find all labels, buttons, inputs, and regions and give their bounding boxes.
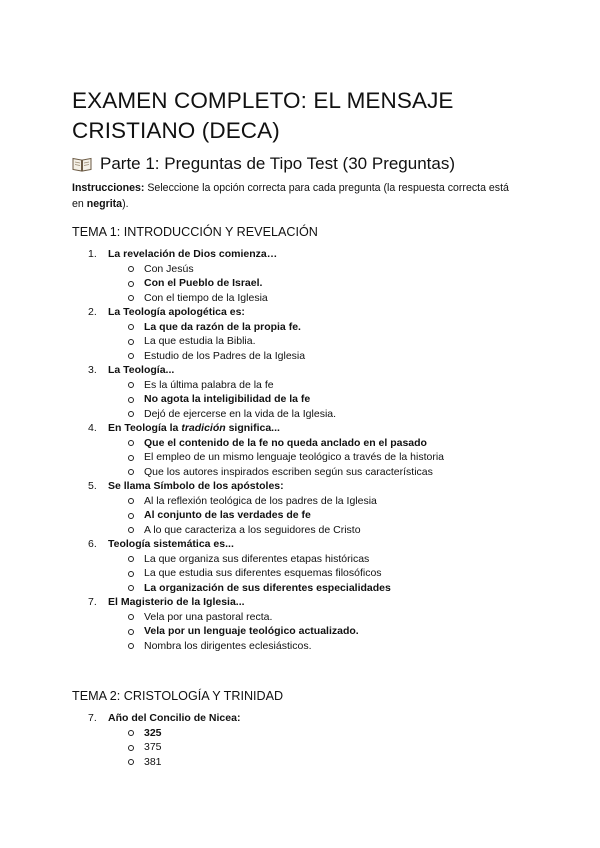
bullet-circle-icon [128,339,134,345]
open-book-icon [72,156,92,172]
bullet-circle-icon [128,643,134,649]
question-text: La Teología... [108,364,175,376]
option: Que los autores inspirados escriben según sus características [72,465,542,480]
question-number: 4. [88,422,97,434]
tema-1-questions [72,247,542,653]
bullet-circle-icon [128,614,134,620]
bullet-circle-icon [128,745,134,751]
question-3 [72,363,542,421]
option-correct: No agota la inteligibilidad de la fe [72,392,542,407]
bullet-circle-icon [128,759,134,765]
option: Con el tiempo de la Iglesia [72,291,542,306]
bullet-circle-icon [128,498,134,504]
instructions-label: Instrucciones: [72,182,145,194]
option: Con Jesús [72,262,542,277]
option-correct: Al conjunto de las verdades de fe [72,508,542,523]
instructions-bold-word: negrita [86,197,123,210]
option-correct: 325 [72,726,542,741]
bullet-circle-icon [128,571,134,577]
question-text-end: significa... [225,422,280,434]
question-7 [72,595,542,653]
question-text: Teología sistemática es... [108,538,234,550]
bullet-circle-icon [128,455,134,461]
option: Estudio de los Padres de la Iglesia [72,349,542,364]
tema-2-heading: TEMA 2: CRISTOLOGÍA Y TRINIDAD [72,689,284,703]
tema-2-questions [72,711,542,769]
option: 381 [72,755,542,770]
question-number: 6. [88,538,97,550]
option: Nombra los dirigentes eclesiásticos. [72,639,542,654]
option-correct: Que el contenido de la fe no queda anclado en el pasado [72,436,542,451]
question-number: 1. [88,248,97,260]
question-text: El Magisterio de la Iglesia... [108,596,245,608]
option: Es la última palabra de la fe [72,378,542,393]
tema-1-heading: TEMA 1: INTRODUCCIÓN Y REVELACIÓN [72,225,318,239]
bullet-circle-icon [128,440,134,446]
bullet-circle-icon [128,382,134,388]
question-text: Se llama Símbolo de los apóstoles: [108,480,284,492]
bullet-circle-icon [128,281,134,287]
bullet-circle-icon [128,469,134,475]
question-number: 3. [88,364,97,376]
bullet-circle-icon [128,585,134,591]
option-correct: La que da razón de la propia fe. [72,320,542,335]
option: Dejó de ejercerse en la vida de la Iglesia. [72,407,542,422]
option: Al la reflexión teológica de los padres de la Iglesia [72,494,542,509]
question-1 [72,247,542,305]
bullet-circle-icon [128,397,134,403]
bullet-circle-icon [128,411,134,417]
option: 375 [72,740,542,755]
bullet-circle-icon [128,556,134,562]
instructions-text: Seleccione la opción correcta para cada pregunta (la respuesta correcta está en [72,182,509,210]
part-title: Parte 1: Preguntas de Tipo Test (30 Preguntas) [100,154,456,173]
option-correct: Vela por un lenguaje teológico actualizado. [72,624,542,639]
instructions [72,181,512,212]
question-text-italic: tradición [181,422,226,434]
question-4 [72,421,542,479]
question-7b [72,711,542,769]
bullet-circle-icon [128,730,134,736]
question-5 [72,479,542,537]
question-number: 7. [88,596,97,608]
option: Vela por una pastoral recta. [72,610,542,625]
question-number: 7. [88,712,97,724]
option: La que organiza sus diferentes etapas históricas [72,552,542,567]
question-text: En Teología la [108,422,182,434]
question-text: La revelación de Dios comienza… [108,248,278,260]
bullet-circle-icon [128,527,134,533]
option: A lo que caracteriza a los seguidores de Cristo [72,523,542,538]
instructions-text-end: ). [122,197,129,210]
question-text: La Teología apologética es: [108,306,245,318]
document-title: EXAMEN COMPLETO: EL MENSAJE CRISTIANO (DECA) [72,88,454,143]
option: El empleo de un mismo lenguaje teológico a través de la historia [72,450,542,465]
part-heading [72,153,455,175]
question-2 [72,305,542,363]
question-number: 2. [88,306,97,318]
option-correct: La organización de sus diferentes especialidades [72,581,542,596]
bullet-circle-icon [128,513,134,519]
bullet-circle-icon [128,353,134,359]
bullet-circle-icon [128,324,134,330]
option-correct: Con el Pueblo de Israel. [72,276,542,291]
bullet-circle-icon [128,295,134,301]
bullet-circle-icon [128,629,134,635]
option: La que estudia sus diferentes esquemas filosóficos [72,566,542,581]
question-number: 5. [88,480,97,492]
question-text: Año del Concilio de Nicea: [108,712,241,724]
option: La que estudia la Biblia. [72,334,542,349]
question-6 [72,537,542,595]
bullet-circle-icon [128,266,134,272]
